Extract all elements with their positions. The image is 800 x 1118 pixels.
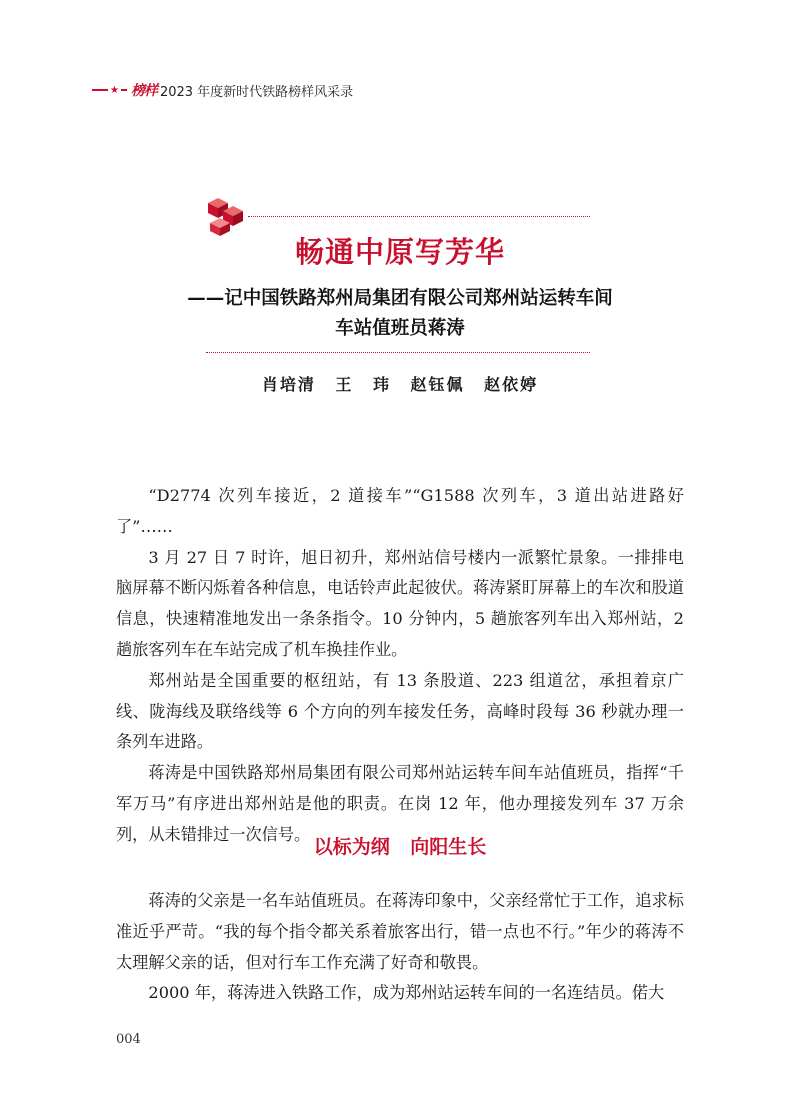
header-rule-left — [92, 89, 108, 91]
paragraph: “D2774 次列车接近，2 道接车”“G1588 次列车，3 道出站进路好了”…… — [116, 486, 684, 536]
header-rule-right — [121, 89, 127, 91]
paragraph: 2000 年，蒋涛进入铁路工作，成为郑州站运转车间的一名连结员。偌大 — [148, 983, 665, 1003]
paragraph: 3 月 27 日 7 时许，旭日初升，郑州站信号楼内一派繁忙景象。一排排电脑屏幕不断闪烁着各种信息，电话铃声此起彼伏。蒋涛紧盯屏幕上的车次和股道信息，快速精准地发出一条条指令。10 分钟内，5 趟旅客列车出入郑州站，2 趟旅客列车在车站完成了机车换挂作业。 — [116, 547, 684, 659]
title-divider-top — [248, 216, 590, 217]
author-byline: 肖培清 王 玮 赵钰佩 赵依婷 — [261, 375, 539, 394]
section-heading: 以标为纲 向阳生长 — [313, 836, 487, 858]
article-title: 畅通中原写芳华 — [294, 235, 505, 269]
article-body-section1 — [116, 481, 684, 851]
page-number: 004 — [116, 1032, 141, 1047]
title-divider-bottom — [206, 352, 590, 353]
article-subtitle-line2: 车站值班员蒋涛 — [335, 318, 465, 339]
paragraph: 蒋涛的父亲是一名车站值班员。在蒋涛印象中，父亲经常忙于工作，追求标准近乎严苛。“我的每个指令都关系着旅客出行，错一点也不行。”年少的蒋涛不太理解父亲的话，但对行车工作充满了好奇和敬畏。 — [116, 891, 684, 972]
running-header — [92, 80, 353, 100]
header-brand: 榜样 — [130, 83, 157, 99]
header-title: 2023 年度新时代铁路榜样风采录 — [159, 84, 354, 100]
article-subtitle-line1: ——记中国铁路郑州局集团有限公司郑州站运转车间 — [187, 288, 613, 309]
paragraph: 郑州站是全国重要的枢纽站，有 13 条股道、223 组道岔，承担着京广线、陇海线及联络线等 6 个方向的列车接发任务，高峰时段每 36 秒就办理一条列车进路。 — [116, 670, 684, 752]
article-body-section2 — [116, 886, 684, 1009]
star-icon: ★ — [110, 84, 119, 96]
paragraph: 蒋涛是中国铁路郑州局集团有限公司郑州站运转车间车站值班员，指挥“千军万马”有序进出郑州站是他的职责。在岗 12 年，他办理接发列车 37 万余列，从未错排过一次信号。 — [116, 763, 684, 844]
